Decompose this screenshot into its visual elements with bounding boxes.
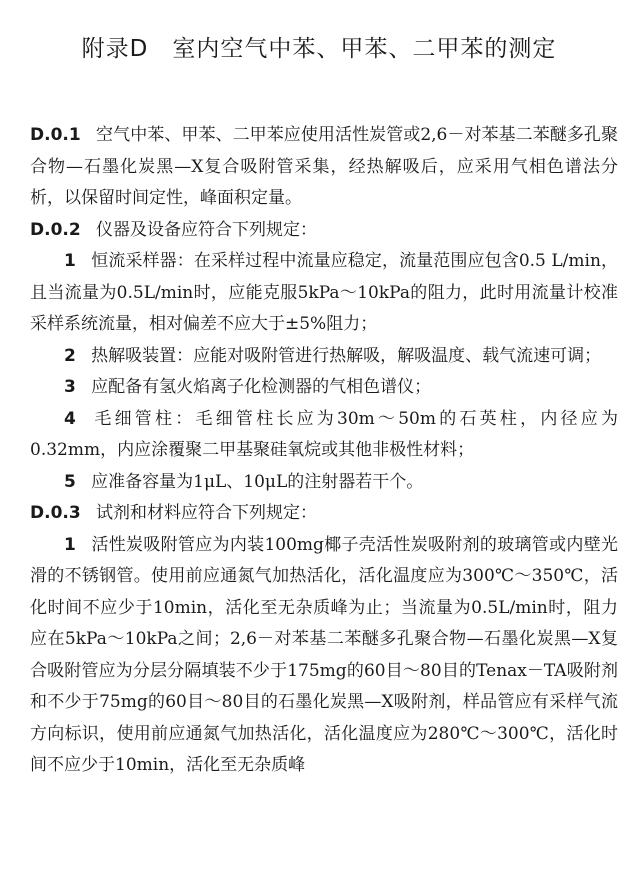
list-item [30,467,618,499]
list-item [30,404,618,467]
clause-number: D.0.1 [30,125,81,145]
clause-text: 试剂和材料应符合下列规定： [95,503,317,523]
item-text: 应准备容量为1μL、10μL的注射器若干个。 [91,471,424,492]
list-item [30,341,618,373]
page-title: 附录D 室内空气中苯、甲苯、二甲苯的测定 [81,36,557,62]
item-number: 3 [64,377,76,397]
clause-d-0-1 [30,120,618,215]
item-number: 1 [64,534,76,555]
clause-text: 空气中苯、甲苯、二甲苯应使用活性炭管或2,6－对苯基二苯醚多孔聚合物—石墨化炭黑—X复合吸附管采集，经热解吸后，应采用气相色谱法分析，以保留时间定性，峰面积定量。 [30,125,618,208]
clause-d-0-2 [30,215,618,247]
item-text: 恒流采样器：在采样过程中流量应稳定，流量范围应包含0.5 L/min，且当流量为0.5L/min时，应能克服5kPa～10kPa的阻力，此时用流量计校准采样系统流量，相对偏差不应大于±5%阻力； [30,251,618,334]
item-number: 5 [64,471,76,492]
item-number: 4 [64,408,76,429]
item-number: 1 [64,251,76,271]
document-body [30,120,618,782]
clause-text: 仪器及设备应符合下列规定： [95,219,317,240]
item-text: 热解吸装置：应能对吸附管进行热解吸，解吸温度、载气流速可调； [91,345,602,366]
list-item [30,372,618,404]
list-item [30,246,618,341]
list-item [30,530,618,782]
clause-number: D.0.2 [30,219,81,240]
clause-number: D.0.3 [30,503,81,523]
clause-d-0-3 [30,498,618,530]
item-text: 活性炭吸附管应为内装100mg椰子壳活性炭吸附剂的玻璃管或内壁光滑的不锈钢管。使用前应通氮气加热活化，活化温度应为300℃～350℃，活化时间不应少于10min，活化至无杂质峰为止；当流量为0.5L/min时，阻力应在5kPa～10kPa之间；2,6－对苯基二苯醚多孔聚合物—石墨化炭黑—X复合吸附管应为分层分隔填装不少于175mg的60目～80目的Tenax－TA吸附剂和不少于75mg的60目～80目的石墨化炭黑—X吸附剂，样品管应有采样气流方向标识，使用前应通氮气加热活化，活化温度应为280℃～300℃，活化时间不应少于10min，活化至无杂质峰 [30,534,618,775]
item-text: 毛细管柱：毛细管柱长应为30m～50m的石英柱，内径应为0.32mm，内应涂覆聚二甲基聚硅氧烷或其他非极性材料； [30,408,618,460]
item-text: 应配备有氢火焰离子化检测器的气相色谱仪； [91,377,432,397]
item-number: 2 [64,345,76,366]
